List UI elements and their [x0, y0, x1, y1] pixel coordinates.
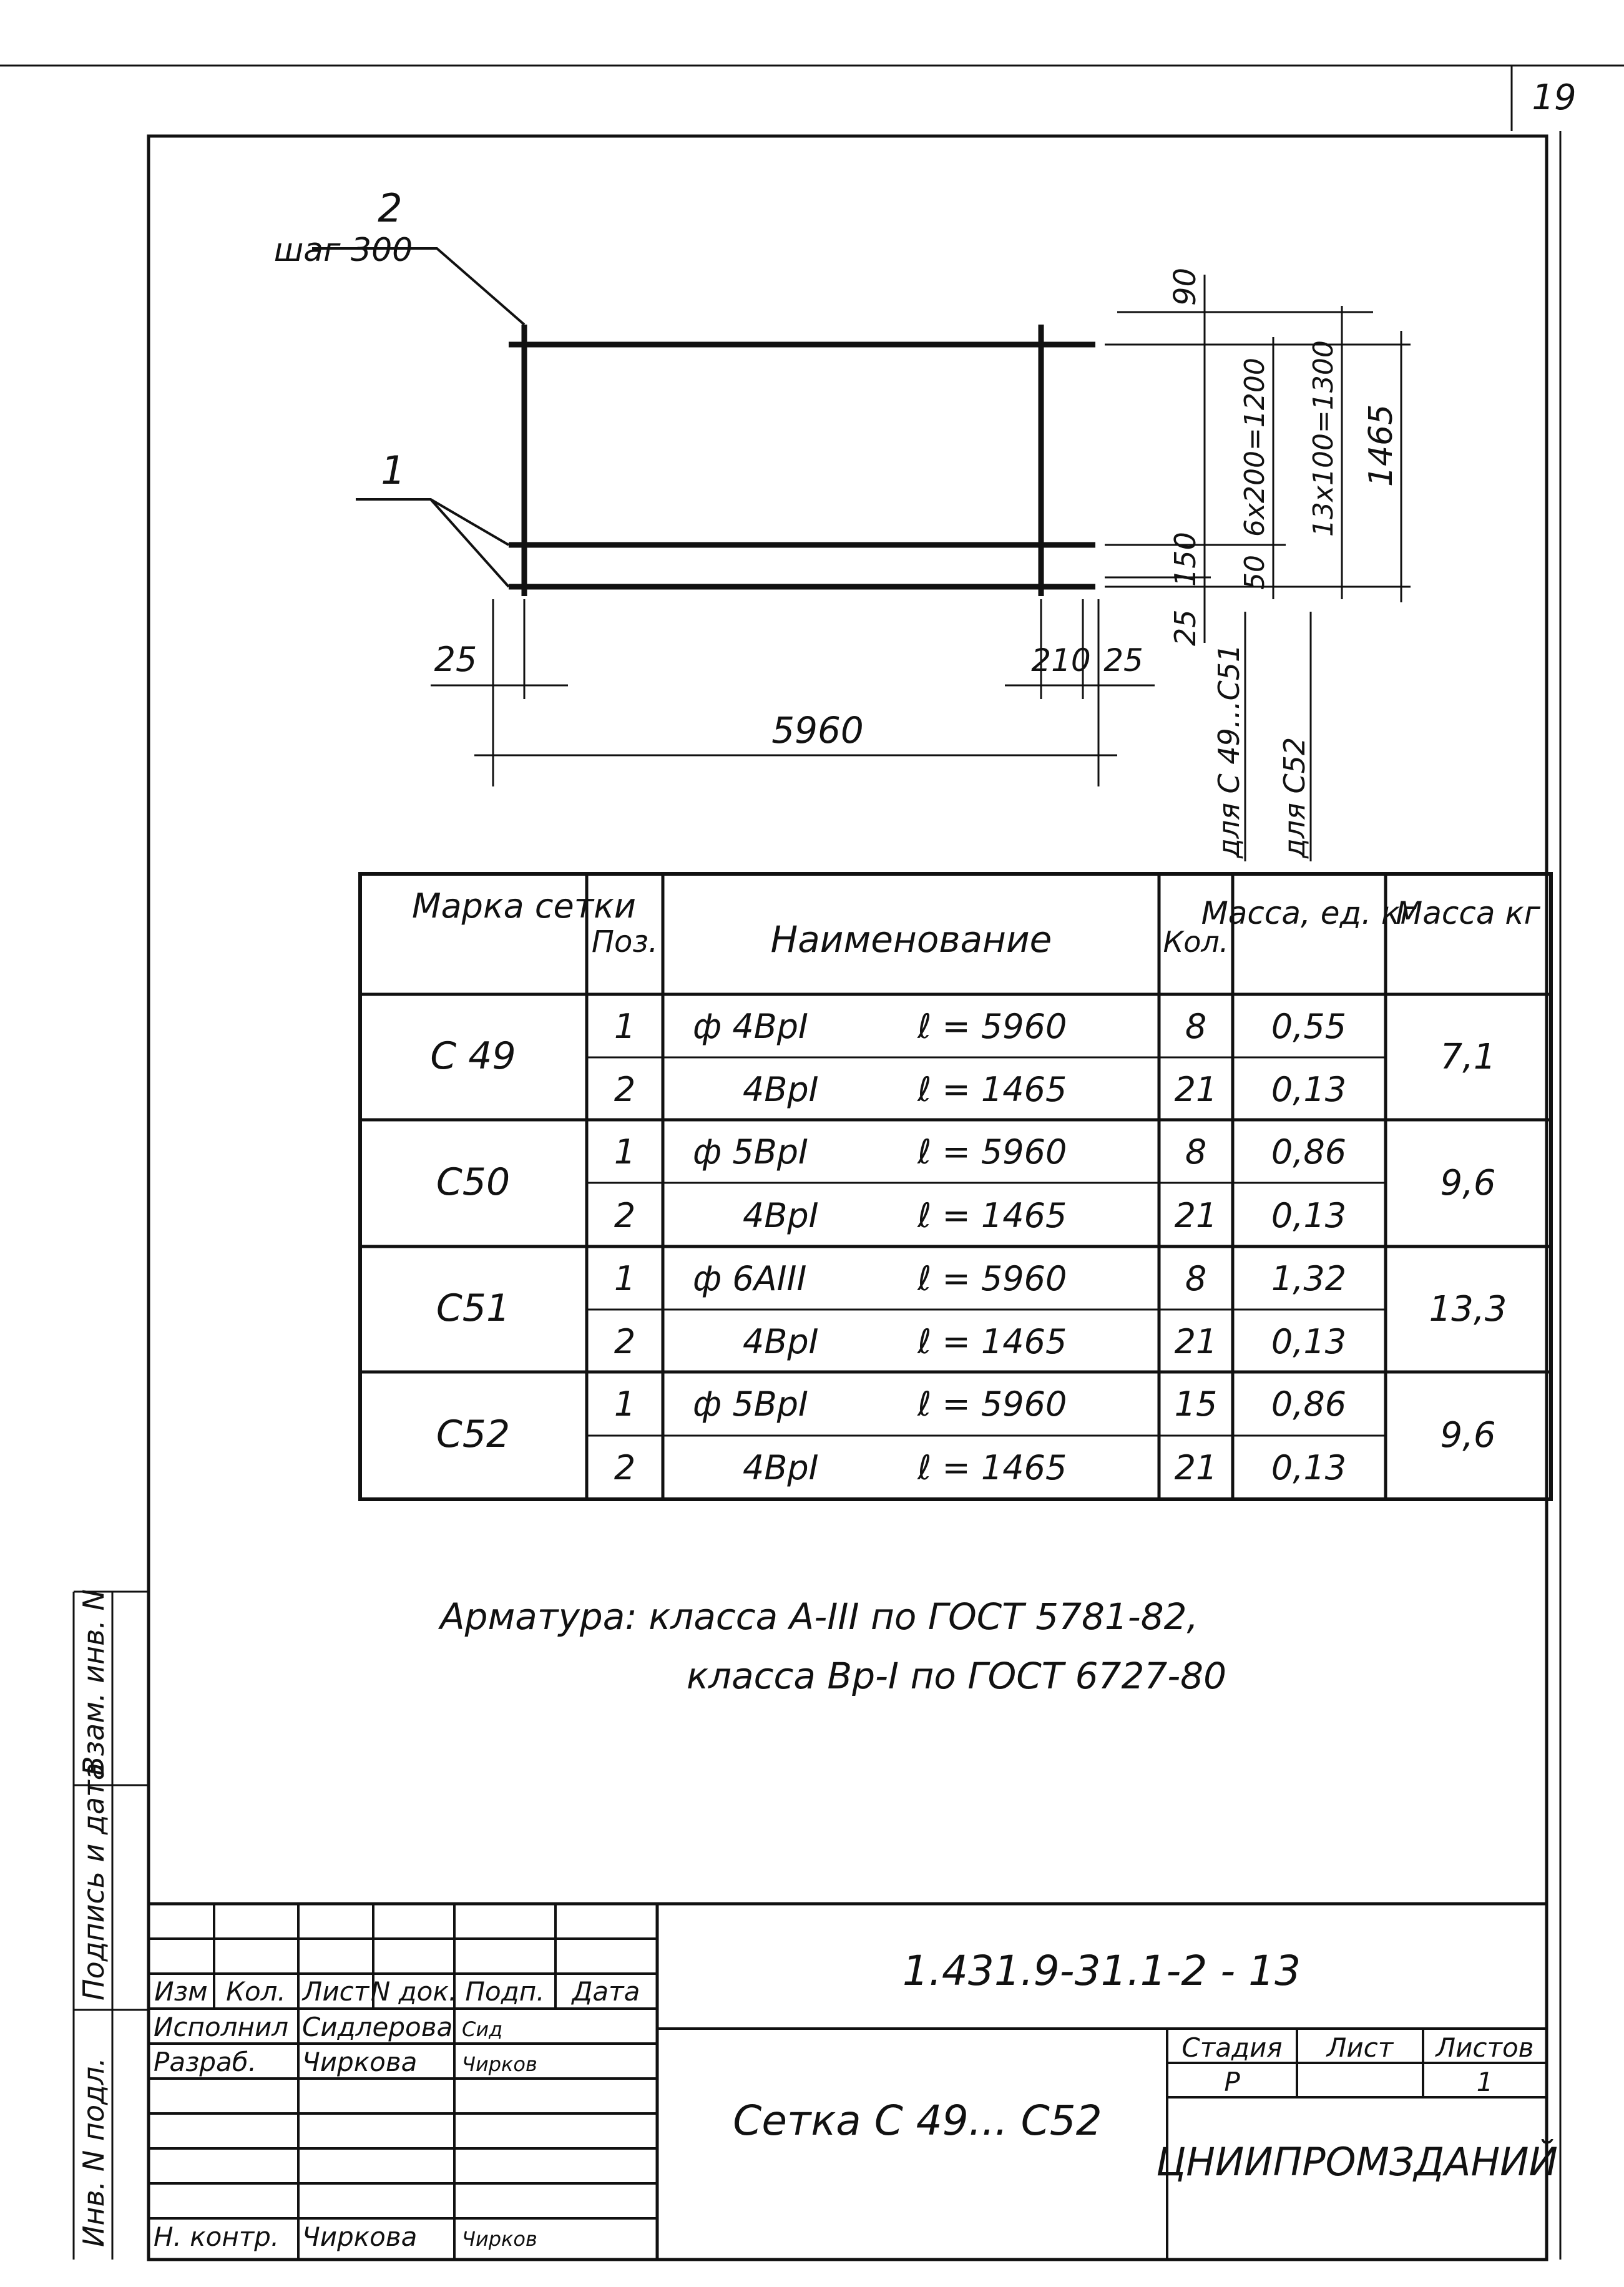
tb-sheets-label: Листов — [1436, 2032, 1534, 2063]
length: ℓ = 5960 — [917, 1259, 1067, 1298]
dim-13x100: 13x100=1300 — [1308, 340, 1339, 537]
length: ℓ = 1465 — [917, 1322, 1067, 1361]
qty: 8 — [1185, 1007, 1207, 1046]
tb-h-doc: N док. — [370, 1976, 457, 2007]
tb-role1: Исполнил — [154, 2012, 289, 2042]
mesh-drawing — [274, 185, 1411, 861]
name: ф 6АIII — [693, 1259, 807, 1298]
tb-sheet-label: Лист — [1326, 2032, 1394, 2063]
mark-c52: С52 — [436, 1413, 511, 1456]
name: 4ВрI — [743, 1322, 819, 1361]
dim-6x200: 6x200=1200 — [1239, 358, 1271, 537]
name: ф 5ВрI — [693, 1132, 808, 1172]
total-c51: 13,3 — [1429, 1289, 1507, 1330]
spec-table — [360, 874, 1551, 1499]
note-c49-c51: для С 49...С51 — [1212, 644, 1246, 858]
dim-25-v: 25 — [1168, 609, 1202, 646]
unit-mass: 0,13 — [1271, 1322, 1347, 1361]
pos: 2 — [614, 1322, 636, 1361]
tb-sig1: Сид — [462, 2017, 503, 2041]
note-c52: для С52 — [1278, 737, 1311, 858]
tb-stage: Р — [1224, 2067, 1240, 2097]
tb-name1: Сидлерова — [302, 2012, 453, 2042]
name: 4ВрI — [743, 1070, 819, 1109]
length: ℓ = 5960 — [917, 1384, 1067, 1424]
length: ℓ = 1465 — [917, 1196, 1067, 1235]
tb-org: ЦНИИПРОМЗДАНИЙ — [1156, 2139, 1558, 2185]
stamp-replaced: Взам. инв. N — [77, 1589, 110, 1776]
th-name: Наименование — [770, 918, 1052, 961]
tb-h-izm: Изм — [154, 1976, 208, 2007]
dim-25-left: 25 — [434, 640, 477, 679]
note-line1: Арматура: класса А-III по ГОСТ 5781-82, — [440, 1595, 1198, 1638]
length: ℓ = 5960 — [917, 1007, 1067, 1046]
mark-c49: С 49 — [430, 1034, 516, 1078]
tb-code: 1.431.9-31.1-2 - 13 — [902, 1947, 1301, 1995]
qty: 21 — [1174, 1196, 1218, 1235]
pos: 1 — [614, 1132, 636, 1172]
mark-c51: С51 — [436, 1286, 511, 1330]
tb-sig2: Чирков — [462, 2052, 537, 2076]
qty: 21 — [1174, 1070, 1218, 1109]
name: 4ВрI — [743, 1196, 819, 1235]
tb-role3: Н. контр. — [154, 2221, 280, 2252]
tb-h-date: Дата — [572, 1976, 640, 2007]
th-qty: Кол. — [1163, 925, 1229, 959]
side-stamp — [74, 1589, 149, 2260]
qty: 15 — [1174, 1384, 1218, 1424]
dim-50: 50 — [1239, 555, 1271, 590]
dim-90: 90 — [1168, 267, 1203, 306]
pos: 1 — [614, 1384, 636, 1424]
pos2-step: шаг 300 — [273, 232, 413, 269]
qty: 21 — [1174, 1448, 1218, 1487]
length: ℓ = 5960 — [917, 1132, 1067, 1172]
tb-h-sign: Подп. — [465, 1976, 545, 2007]
length: ℓ = 1465 — [917, 1448, 1067, 1487]
qty: 8 — [1185, 1132, 1207, 1172]
qty: 8 — [1185, 1259, 1207, 1298]
mark-c50: С50 — [436, 1160, 511, 1204]
name: ф 4ВрI — [693, 1007, 808, 1046]
tb-name2: Чиркова — [302, 2047, 418, 2077]
unit-mass: 0,13 — [1271, 1196, 1347, 1235]
stamp-inv-orig: Инв. N подл. — [77, 2057, 110, 2247]
qty: 21 — [1174, 1322, 1218, 1361]
unit-mass: 0,13 — [1271, 1070, 1347, 1109]
th-mark: Марка сетки — [412, 886, 636, 926]
dim-210: 210 — [1031, 642, 1091, 678]
dim-150: 150 — [1168, 532, 1202, 587]
note-line2: класса Вр-I по ГОСТ 6727-80 — [687, 1655, 1226, 1697]
name: 4ВрI — [743, 1448, 819, 1487]
th-total-mass: Масса кг — [1396, 895, 1540, 931]
tb-sheets: 1 — [1476, 2067, 1494, 2097]
total-c50: 9,6 — [1440, 1163, 1496, 1203]
tb-role2: Разраб. — [154, 2047, 257, 2077]
pos: 2 — [614, 1196, 636, 1235]
pos: 2 — [614, 1070, 636, 1109]
pos2-label: 2 — [378, 185, 403, 231]
total-c52: 9,6 — [1440, 1415, 1496, 1456]
tb-h-list: Лист — [302, 1976, 369, 2007]
th-unit-mass: Масса, ед. кг — [1201, 895, 1417, 931]
total-c49: 7,1 — [1440, 1037, 1496, 1077]
title-block — [149, 1904, 1558, 2260]
pos1-label: 1 — [381, 448, 406, 493]
pos: 1 — [614, 1259, 636, 1298]
sheet-number: 19 — [1532, 77, 1577, 118]
length: ℓ = 1465 — [917, 1070, 1067, 1109]
pos: 1 — [614, 1007, 636, 1046]
dim-5960: 5960 — [771, 709, 864, 752]
name: ф 5ВрI — [693, 1384, 808, 1424]
pos: 2 — [614, 1448, 636, 1487]
tb-sig3: Чирков — [462, 2227, 537, 2251]
unit-mass: 1,32 — [1271, 1259, 1347, 1298]
stamp-sign-date: Подпись и дата — [77, 1762, 110, 2001]
tb-title: Сетка С 49... С52 — [733, 2097, 1102, 2145]
unit-mass: 0,86 — [1271, 1132, 1347, 1172]
unit-mass: 0,86 — [1271, 1384, 1347, 1424]
leader-pos1-b — [431, 499, 509, 587]
tb-name3: Чиркова — [302, 2221, 418, 2252]
dim-1465: 1465 — [1362, 404, 1400, 487]
tb-stage-label: Стадия — [1181, 2032, 1283, 2063]
tb-h-kol: Кол. — [226, 1976, 286, 2007]
dim-25-right: 25 — [1103, 642, 1143, 678]
leader-pos1-a — [356, 499, 509, 545]
unit-mass: 0,55 — [1271, 1007, 1347, 1046]
th-pos: Поз. — [591, 924, 658, 959]
unit-mass: 0,13 — [1271, 1448, 1347, 1487]
